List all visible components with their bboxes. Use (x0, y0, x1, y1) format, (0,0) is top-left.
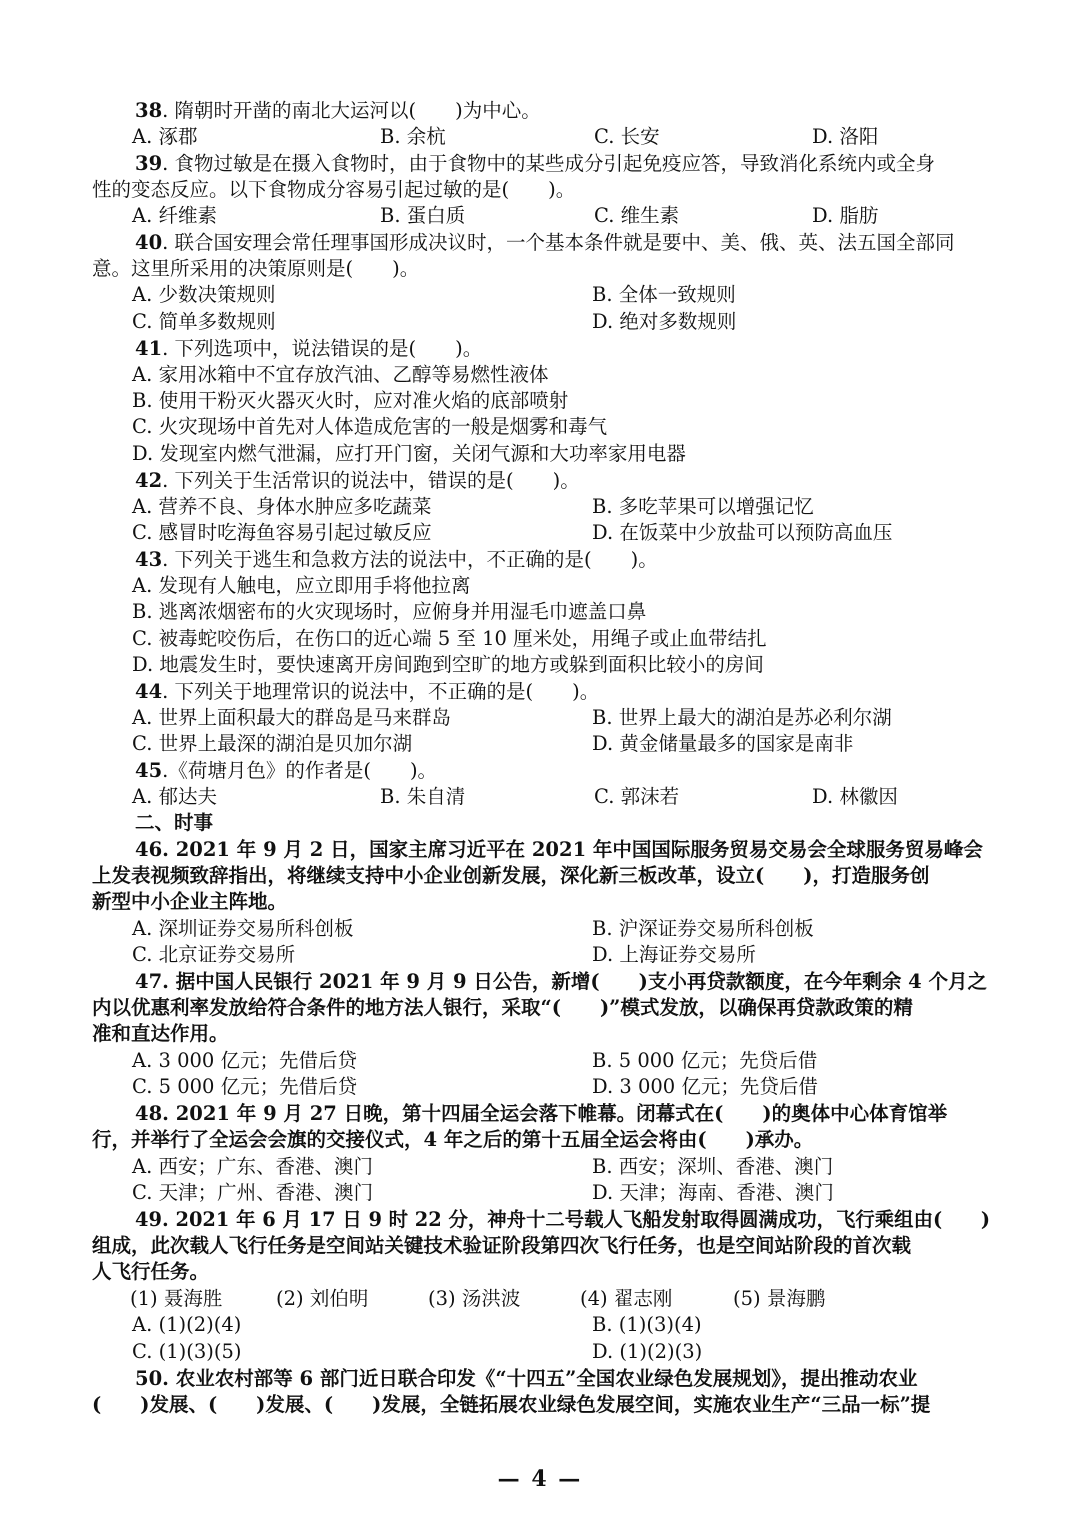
option-b: B. 逃离浓烟密布的火灾现场时，应俯身并用湿毛巾遮盖口鼻 (132, 600, 647, 623)
option-d: D. 地震发生时，要快速离开房间跑到空旷的地方或躲到面积比较小的房间 (132, 653, 764, 676)
option-c: C. 火灾现场中首先对人体造成危害的一般是烟雾和毒气 (132, 415, 608, 438)
option-c: C. 感冒时吃海鱼容易引起过敏反应 (132, 521, 432, 544)
question-number: 46 (135, 838, 163, 861)
option-a: A. 西安；广东、香港、澳门 (132, 1155, 373, 1178)
question-50-stem-cont: ( )发展、( )发展、( )发展，全链拓展农业绿色发展空间，实施农业生产“三品一标”提 (92, 1393, 931, 1416)
option-d: D. 在饭菜中少放盐可以预防高血压 (592, 521, 893, 544)
option-c: C. 世界上最深的湖泊是贝加尔湖 (132, 732, 413, 755)
question-number: 47 (135, 970, 163, 993)
option-a: A. 郁达夫 (132, 785, 217, 808)
option-c: C. (1)(3)(5) (132, 1340, 242, 1363)
question-text: . 隋朝时开凿的南北大运河以( )为中心。 (162, 99, 541, 122)
question-42-stem (135, 468, 580, 494)
question-number: 50 (135, 1367, 163, 1390)
question-text: .《荷塘月色》的作者是( )。 (162, 759, 438, 782)
question-text: . 2021 年 6 月 17 日 9 时 22 分，神舟十二号载人飞船发射取得圆满成功，飞行乘组由( ) (161, 1208, 991, 1231)
option-d: D. 绝对多数规则 (592, 310, 737, 333)
option-a: A. 发现有人触电，应立即用手将他拉离 (132, 574, 471, 597)
question-number: 48 (135, 1102, 163, 1125)
option-b: B. 全体一致规则 (592, 283, 736, 306)
section-heading: 二、时事 (135, 811, 214, 834)
option-a: A. 涿郡 (132, 125, 198, 148)
question-41-stem (135, 336, 482, 362)
question-number: 41 (135, 337, 163, 360)
question-text: . 据中国人民银行 2021 年 9 月 9 日公告，新增( )支小再贷款额度，在今年剩余 4 个月之 (162, 970, 987, 993)
question-47-stem-cont: 准和直达作用。 (92, 1022, 229, 1045)
option-a: A. 家用冰箱中不宜存放汽油、乙醇等易燃性液体 (132, 363, 549, 386)
question-text: . 下列关于生活常识的说法中，错误的是( )。 (162, 469, 580, 492)
option-d: D. 脂肪 (812, 204, 879, 227)
question-39-stem (135, 151, 935, 177)
question-39-stem-cont: 性的变态反应。以下食物成分容易引起过敏的是( )。 (92, 178, 576, 201)
question-text: . 下列关于逃生和急救方法的说法中，不正确的是( )。 (162, 548, 658, 571)
option-c: C. 简单多数规则 (132, 310, 276, 333)
option-d: D. 天津；海南、香港、澳门 (592, 1181, 834, 1204)
option-a: A. 营养不良、身体水肿应多吃蔬菜 (132, 495, 432, 518)
question-49-stem (135, 1207, 990, 1233)
option-a: A. 少数决策规则 (132, 283, 276, 306)
option-d: D. 黄金储量最多的国家是南非 (592, 732, 854, 755)
crew-item-1: (1) 聂海胜 (130, 1287, 223, 1310)
option-b: B. 5 000 亿元；先贷后借 (592, 1049, 818, 1072)
question-text: . 食物过敏是在摄入食物时，由于食物中的某些成分引起免疫应答，导致消化系统内或全身 (162, 152, 936, 175)
option-b: B. 沪深证券交易所科创板 (592, 917, 814, 940)
question-number: 38 (135, 99, 163, 122)
option-c: C. 郭沫若 (594, 785, 680, 808)
option-b: B. 蛋白质 (380, 204, 466, 227)
option-a: A. 深圳证券交易所科创板 (132, 917, 354, 940)
question-number: 43 (135, 548, 163, 571)
option-c: C. 被毒蛇咬伤后，在伤口的近心端 5 至 10 厘米处，用绳子或止血带结扎 (132, 627, 767, 650)
question-47-stem (135, 969, 987, 995)
option-d: D. 洛阳 (812, 125, 879, 148)
question-49-stem-cont: 人飞行任务。 (92, 1260, 210, 1283)
question-40-stem-cont: 意。这里所采用的决策原则是( )。 (92, 257, 420, 280)
option-b: B. 余杭 (380, 125, 446, 148)
question-43-stem (135, 547, 658, 573)
question-38-stem (135, 98, 541, 124)
option-b: B. 使用干粉灭火器灭火时，应对准火焰的底部喷射 (132, 389, 569, 412)
option-c: C. 维生素 (594, 204, 680, 227)
question-number: 39 (135, 152, 163, 175)
option-d: D. 发现室内燃气泄漏，应打开门窗，关闭气源和大功率家用电器 (132, 442, 686, 465)
crew-item-3: (3) 汤洪波 (428, 1287, 521, 1310)
option-c: C. 北京证券交易所 (132, 943, 296, 966)
question-47-stem-cont: 内以优惠利率发放给符合条件的地方法人银行，采取“( )”模式发放，以确保再贷款政策的精 (92, 996, 913, 1019)
question-number: 42 (135, 469, 163, 492)
option-a: A. (1)(2)(4) (132, 1313, 242, 1336)
option-a: A. 纤维素 (132, 204, 217, 227)
option-d: D. 3 000 亿元；先贷后借 (592, 1075, 818, 1098)
option-b: B. 西安；深圳、香港、澳门 (592, 1155, 834, 1178)
question-number: 44 (135, 680, 163, 703)
question-text: . 联合国安理会常任理事国形成决议时，一个基本条件就是要中、美、俄、英、法五国全部同 (162, 231, 955, 254)
option-c: C. 5 000 亿元；先借后贷 (132, 1075, 358, 1098)
question-number: 49 (135, 1208, 162, 1231)
option-b: B. 多吃苹果可以增强记忆 (592, 495, 814, 518)
question-44-stem (135, 679, 599, 705)
option-c: C. 长安 (594, 125, 660, 148)
question-text: . 农业农村部等 6 部门近日联合印发《“十四五”全国农业绿色发展规划》，提出推动农业 (162, 1367, 918, 1390)
question-text: . 2021 年 9 月 27 日晚，第十四届全运会落下帷幕。闭幕式在( )的奥体中心体育馆举 (162, 1102, 948, 1125)
question-number: 45 (135, 759, 163, 782)
option-a: A. 世界上面积最大的群岛是马来群岛 (132, 706, 451, 729)
crew-item-5: (5) 景海鹏 (733, 1287, 826, 1310)
question-text: . 下列关于地理常识的说法中，不正确的是( )。 (162, 680, 600, 703)
question-46-stem-cont: 新型中小企业主阵地。 (92, 890, 288, 913)
option-b: B. (1)(3)(4) (592, 1313, 702, 1336)
page-number: — 4 — (497, 1466, 583, 1492)
crew-item-2: (2) 刘伯明 (276, 1287, 369, 1310)
option-d: D. (1)(2)(3) (592, 1340, 703, 1363)
question-50-stem (135, 1366, 918, 1392)
crew-item-4: (4) 翟志刚 (580, 1287, 673, 1310)
question-text: . 下列选项中，说法错误的是( )。 (162, 337, 483, 360)
question-45-stem (135, 758, 437, 784)
question-46-stem (135, 837, 983, 863)
option-b: B. 朱自清 (380, 785, 466, 808)
option-d: D. 林徽因 (812, 785, 898, 808)
question-40-stem (135, 230, 955, 256)
question-number: 40 (135, 231, 163, 254)
question-48-stem-cont: 行，并举行了全运会会旗的交接仪式，4 年之后的第十五届全运会将由( )承办。 (92, 1128, 814, 1151)
option-c: C. 天津；广州、香港、澳门 (132, 1181, 374, 1204)
option-d: D. 上海证券交易所 (592, 943, 756, 966)
question-48-stem (135, 1101, 947, 1127)
question-46-stem-cont: 上发表视频致辞指出，将继续支持中小企业创新发展，深化新三板改革，设立( )，打造服务创 (92, 864, 930, 887)
option-b: B. 世界上最大的湖泊是苏必利尔湖 (592, 706, 892, 729)
option-a: A. 3 000 亿元；先借后贷 (132, 1049, 358, 1072)
question-text: . 2021 年 9 月 2 日，国家主席习近平在 2021 年中国国际服务贸易交易会全球服务贸易峰会 (162, 838, 983, 861)
question-49-stem-cont: 组成，此次载人飞行任务是空间站关键技术验证阶段第四次飞行任务，也是空间站阶段的首次载 (92, 1234, 912, 1257)
